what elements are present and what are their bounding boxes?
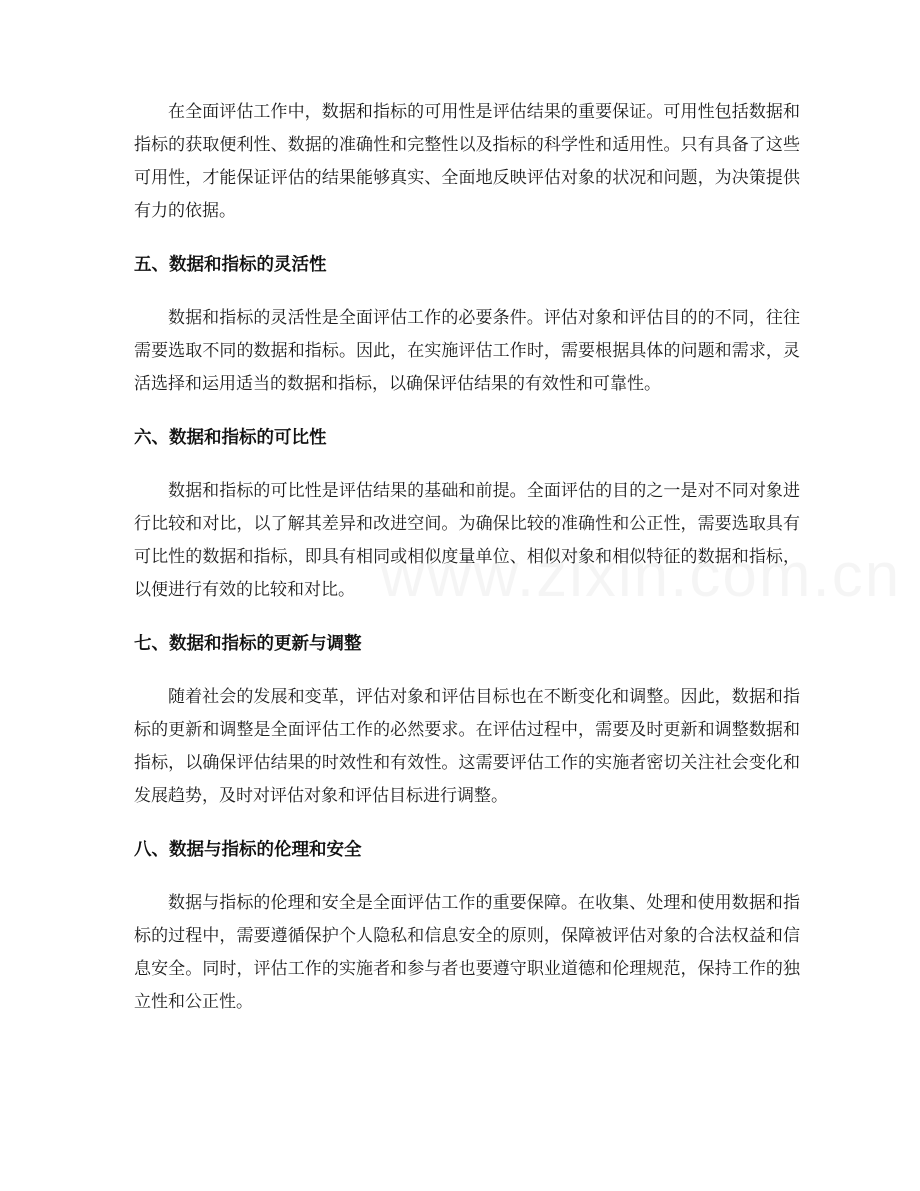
document-body — [134, 96, 800, 1041]
heading-flexibility: 五、数据和指标的灵活性 — [134, 255, 327, 275]
paragraph-update-adjust: 随着社会的发展和变革，评估对象和评估目标也在不断变化和调整。因此，数据和指标的更新和调整是全面评估工作的必然要求。在评估过程中，需要及时更新和调整数据和指标，以确保评估结果的时效性和有效性。这需要评估工作的实施者密切关注社会变化和发展趋势，及时对评估对象和评估目标进行调整。 — [134, 687, 800, 806]
paragraph-comparability: 数据和指标的可比性是评估结果的基础和前提。全面评估的目的之一是对不同对象进行比较和对比，以了解其差异和改进空间。为确保比较的准确性和公正性，需要选取具有可比性的数据和指标，即具有相同或相似度量单位、相似对象和相似特征的数据和指标，以便进行有效的比较和对比。 — [134, 481, 800, 600]
paragraph-ethics-security: 数据与指标的伦理和安全是全面评估工作的重要保障。在收集、处理和使用数据和指标的过程中，需要遵循保护个人隐私和信息安全的原则，保障被评估对象的合法权益和信息安全。同时，评估工作的实施者和参与者也要遵守职业道德和伦理规范，保持工作的独立性和公正性。 — [134, 893, 800, 1012]
paragraph-availability: 在全面评估工作中，数据和指标的可用性是评估结果的重要保证。可用性包括数据和指标的获取便利性、数据的准确性和完整性以及指标的科学性和适用性。只有具备了这些可用性，才能保证评估的结果能够真实、全面地反映评估对象的状况和问题，为决策提供有力的依据。 — [134, 102, 800, 221]
heading-ethics-security: 八、数据与指标的伦理和安全 — [134, 840, 362, 860]
heading-update-adjust: 七、数据和指标的更新与调整 — [134, 634, 362, 654]
heading-comparability: 六、数据和指标的可比性 — [134, 428, 327, 448]
paragraph-flexibility: 数据和指标的灵活性是全面评估工作的必要条件。评估对象和评估目的的不同，往往需要选取不同的数据和指标。因此，在实施评估工作时，需要根据具体的问题和需求，灵活选择和运用适当的数据和指标，以确保评估结果的有效性和可靠性。 — [134, 308, 800, 394]
